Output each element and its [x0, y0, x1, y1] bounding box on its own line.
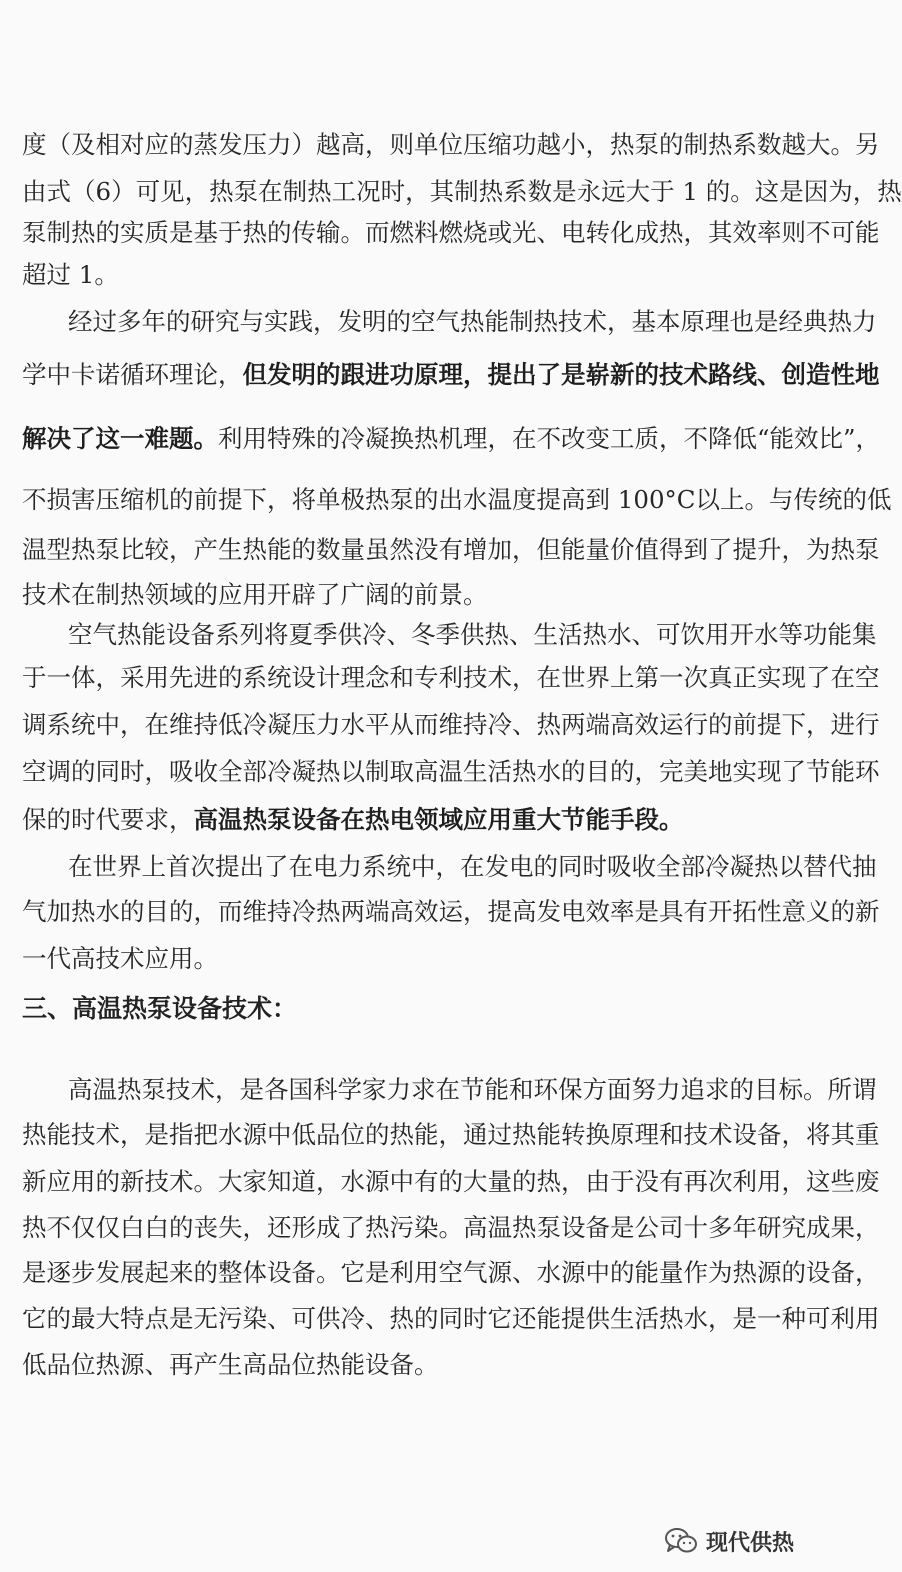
text-line: 新应用的新技术。大家知道，水源中有的大量的热，由于没有再次利用，这些废: [22, 1167, 880, 1196]
text-line: 气加热水的目的，而维持冷热两端高效运，提高发电效率是具有开拓性意义的新: [22, 897, 880, 926]
text-line: 超过 1。: [22, 260, 119, 289]
text-line: 于一体，采用先进的系统设计理念和专利技术，在世界上第一次真正实现了在空: [22, 663, 880, 692]
text-run: 保的时代要求，: [22, 805, 194, 834]
bold-run: 但发明的跟进功原理，提出了是崭新的技术路线、创造性地: [242, 360, 880, 389]
text-line: 温型热泵比较，产生热能的数量虽然没有增加，但能量价值得到了提升，为热泵: [22, 535, 880, 564]
text-line: 热不仅仅白白的丧失，还形成了热污染。高温热泵设备是公司十多年研究成果，: [22, 1213, 880, 1242]
section-heading: 三、高温热泵设备技术：: [22, 994, 298, 1023]
text-line: 在世界上首次提出了在电力系统中，在发电的同时吸收全部冷凝热以替代抽: [68, 852, 877, 881]
text-line: 是逐步发展起来的整体设备。它是利用空气源、水源中的能量作为热源的设备，: [22, 1258, 880, 1287]
text-line: 空调的同时，吸收全部冷凝热以制取高温生活热水的目的，完美地实现了节能环: [22, 757, 880, 786]
text-line: 度（及相对应的蒸发压力）越高，则单位压缩功越小，热泵的制热系数越大。另: [22, 130, 880, 159]
text-line: 它的最大特点是无污染、可供冷、热的同时它还能提供生活热水，是一种可利用: [22, 1304, 880, 1333]
text-line: 技术在制热领域的应用开辟了广阔的前景。: [22, 580, 488, 609]
text-run: 利用特殊的冷凝换热机理，在不改变工质，不降低“能效比”，: [218, 424, 881, 453]
watermark-text: 现代供热: [705, 1530, 794, 1556]
bold-run: 解决了这一难题。: [22, 424, 218, 453]
text-line: 不损害压缩机的前提下，将单极热泵的出水温度提高到 100°C以上。与传统的低: [22, 485, 892, 514]
text-line: 低品位热源、再产生高品位热能设备。: [22, 1350, 439, 1379]
text-line-mixed: [22, 805, 792, 835]
watermark: [664, 1524, 794, 1558]
text-line-mixed: [22, 360, 880, 390]
text-line: 调系统中，在维持低冷凝压力水平从而维持冷、热两端高效运行的前提下，进行: [22, 710, 880, 739]
text-run: 学中卡诺循环理论，: [22, 360, 243, 389]
text-line: 一代高技术应用。: [22, 944, 218, 973]
wechat-icon: [664, 1526, 698, 1556]
text-line: 由式（6）可见，热泵在制热工况时，其制热系数是永远大于 1 的。这是因为，热: [22, 177, 902, 206]
text-line: 泵制热的实质是基于热的传输。而燃料燃烧或光、电转化成热，其效率则不可能: [22, 218, 880, 247]
text-line-mixed: [22, 424, 881, 454]
text-line: 空气热能设备系列将夏季供冷、冬季供热、生活热水、可饮用开水等功能集: [68, 620, 877, 649]
text-line: 高温热泵技术，是各国科学家力求在节能和环保方面努力追求的目标。所谓: [68, 1075, 877, 1104]
text-line: 热能技术，是指把水源中低品位的热能，通过热能转换原理和技术设备，将其重: [22, 1120, 880, 1149]
text-line: 经过多年的研究与实践，发明的空气热能制热技术，基本原理也是经典热力: [68, 307, 877, 336]
bold-run: 高温热泵设备在热电领域应用重大节能手段。: [193, 805, 684, 834]
